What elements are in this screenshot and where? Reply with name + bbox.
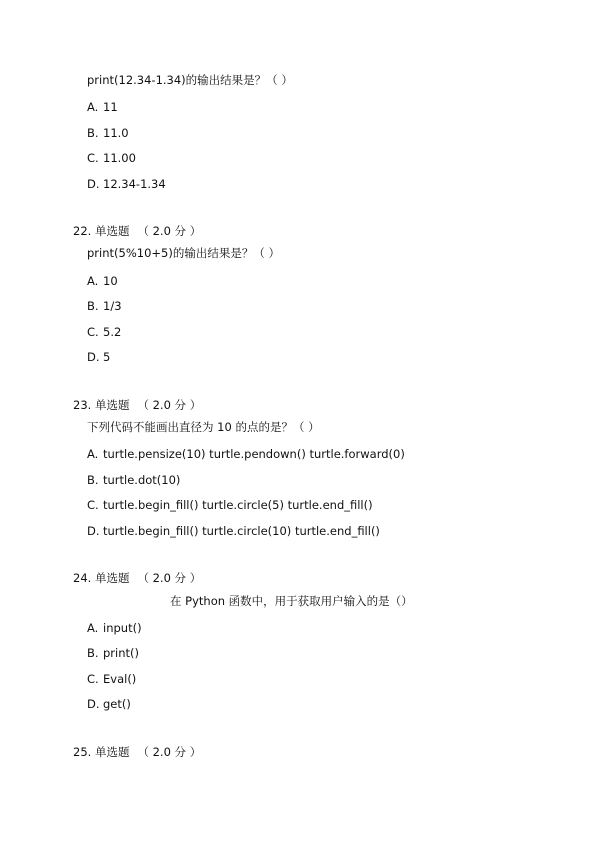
question-22-option-a	[87, 274, 118, 288]
question-22-header	[73, 224, 201, 238]
question-23-header	[73, 398, 201, 412]
option-text: turtle.dot(10)	[103, 473, 181, 487]
option-text: get()	[103, 697, 131, 711]
question-22-option-c	[87, 325, 121, 339]
option-letter: D.	[87, 524, 100, 538]
question-number: 22.	[73, 224, 92, 238]
question-21-option-d	[87, 177, 166, 191]
question-21-option-c	[87, 151, 136, 165]
question-24-option-d	[87, 697, 131, 711]
option-text: 1/3	[103, 299, 122, 313]
question-points: （ 2.0 分 ）	[137, 571, 202, 585]
option-letter: B.	[87, 126, 99, 140]
option-letter: D.	[87, 350, 100, 364]
option-letter: C.	[87, 151, 99, 165]
question-points: （ 2.0 分 ）	[137, 224, 202, 238]
question-number: 23.	[73, 398, 92, 412]
option-letter: A.	[87, 100, 99, 114]
question-21-option-a	[87, 100, 118, 114]
option-text: 10	[103, 274, 118, 288]
option-letter: C.	[87, 325, 99, 339]
option-text: 11.00	[103, 151, 136, 165]
option-text: turtle.begin_fill() turtle.circle(10) turtle.end_fill()	[103, 524, 380, 538]
question-points: （ 2.0 分 ）	[137, 398, 202, 412]
option-text: 5.2	[103, 325, 122, 339]
option-letter: C.	[87, 672, 99, 686]
option-letter: A.	[87, 274, 99, 288]
question-25-header	[73, 745, 201, 759]
option-text: print()	[103, 646, 139, 660]
question-type: 单选题	[94, 398, 130, 412]
option-text: 11	[103, 100, 118, 114]
option-text: 5	[103, 350, 111, 364]
question-type: 单选题	[94, 571, 130, 585]
question-23-option-d	[87, 524, 380, 538]
option-letter: A.	[87, 447, 99, 461]
question-24-option-a	[87, 621, 142, 635]
option-text: 11.0	[103, 126, 129, 140]
question-21-stem: print(12.34-1.34)的输出结果是？（ ）	[87, 73, 293, 87]
question-23-stem: 下列代码不能画出直径为 10 的点的是？（ ）	[87, 420, 320, 434]
question-24-header	[73, 571, 201, 585]
option-letter: D.	[87, 697, 100, 711]
question-number: 25.	[73, 745, 92, 759]
option-letter: B.	[87, 299, 99, 313]
option-letter: A.	[87, 621, 99, 635]
question-points: （ 2.0 分 ）	[137, 745, 202, 759]
question-21-option-b	[87, 126, 129, 140]
option-letter: D.	[87, 177, 100, 191]
question-22-option-b	[87, 299, 122, 313]
option-text: 12.34-1.34	[103, 177, 166, 191]
question-22-option-d	[87, 350, 110, 364]
option-letter: B.	[87, 646, 99, 660]
question-24-option-c	[87, 672, 136, 686]
option-letter: B.	[87, 473, 99, 487]
question-22-stem: print(5%10+5)的输出结果是？（ ）	[87, 246, 280, 260]
option-text: turtle.begin_fill() turtle.circle(5) turtle.end_fill()	[103, 498, 373, 512]
option-text: Eval()	[103, 672, 137, 686]
option-text: turtle.pensize(10) turtle.pendown() turtle.forward(0)	[103, 447, 405, 461]
question-type: 单选题	[94, 224, 130, 238]
question-24-option-b	[87, 646, 139, 660]
option-text: input()	[103, 621, 142, 635]
question-23-option-a	[87, 447, 405, 461]
question-24-stem: 在 Python 函数中，用于获取用户输入的是（）	[170, 594, 413, 608]
question-23-option-b	[87, 473, 180, 487]
option-letter: C.	[87, 498, 99, 512]
question-23-option-c	[87, 498, 373, 512]
question-type: 单选题	[94, 745, 130, 759]
question-number: 24.	[73, 571, 92, 585]
